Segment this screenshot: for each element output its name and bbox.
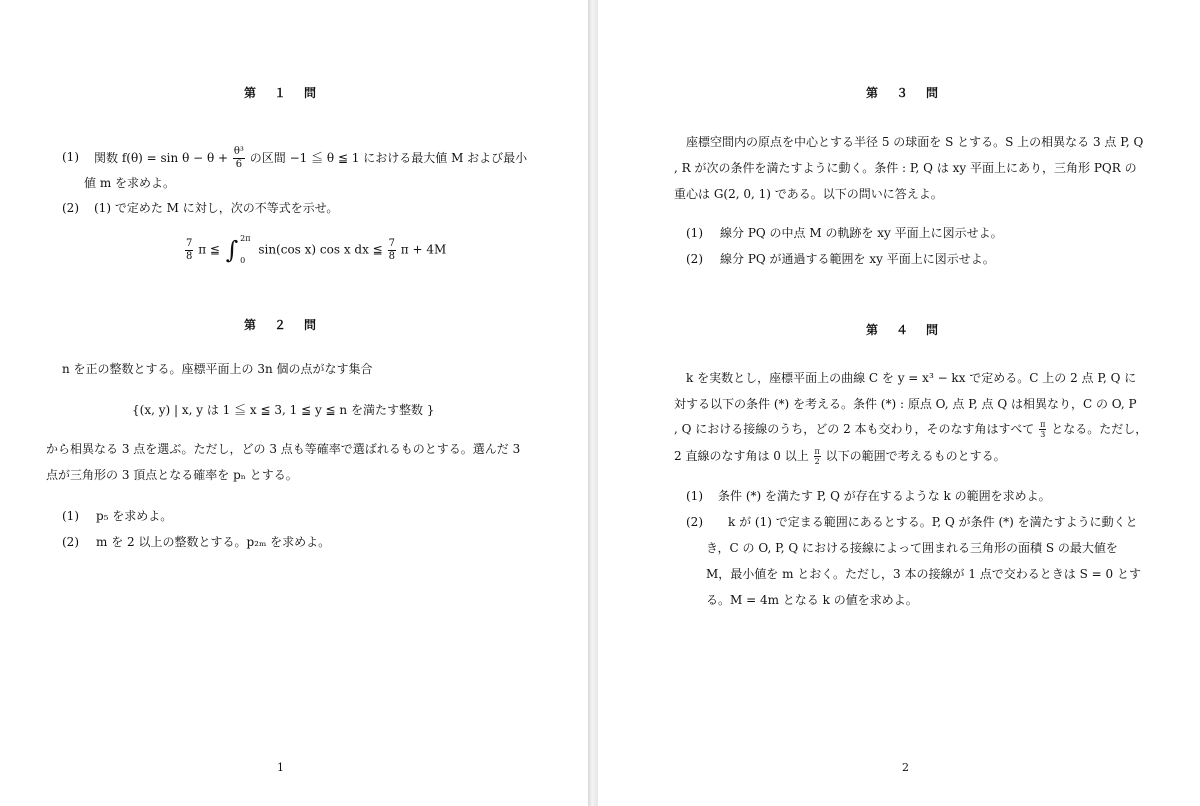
problem-3-line-1: 座標空間内の原点を中心とする半径 5 の球面を S とする。S 上の相異なる 3 点 P, Q [686, 135, 1144, 149]
theta-cubed-over-6 [233, 146, 245, 171]
problem-4-item-1-label: (1) [686, 489, 703, 503]
frac-denominator: 8 [186, 250, 193, 262]
integral-upper: 2π [240, 234, 251, 243]
problem-2-item-1-label: (1) [62, 509, 79, 523]
frac-numerator: 7 [186, 237, 193, 249]
problem-3-title: 第 ３ 問 [866, 86, 942, 100]
problem-3-item-2-label: (2) [686, 252, 703, 266]
frac-numerator: π [1040, 420, 1046, 429]
set-expression: {(x, y) | x, y は 1 ≦ x ≦ 3, 1 ≦ y ≦ n を満たす整数 } [132, 403, 435, 417]
frac-denominator: 8 [388, 250, 395, 262]
problem-4-line-4 [674, 447, 1006, 466]
pi-over-3 [1039, 420, 1046, 439]
problem-4-title: 第 ４ 問 [866, 323, 942, 337]
problem-4-item-2-line-4: る。M = 4m となる k の値を求めよ。 [706, 593, 918, 607]
problem-4-line-4-post: 以下の範囲で考えるものとする。 [825, 449, 1006, 463]
page-number: 2 [902, 761, 909, 774]
integrand: sin(cos x) cos x dx ≦ [258, 242, 383, 257]
inequality-left: π ≦ [198, 242, 220, 257]
problem-1-item-1-text-pre: 関数 f(θ) = sin θ − θ + [94, 151, 229, 165]
seven-eighths-left [185, 238, 193, 263]
problem-1-item-1-label: (1) [62, 150, 79, 164]
problem-1-item-2-label: (2) [62, 201, 79, 215]
problem-2-line-3: 点が三角形の 3 頂点となる確率を pₙ とする。 [46, 468, 298, 482]
inequality-right: π + 4M [400, 242, 447, 257]
frac-denominator: 2 [814, 457, 820, 466]
problem-3-line-2: , R が次の条件を満たすように動く。条件 : P, Q は xy 平面上にあり，三角形 PQR の [674, 161, 1137, 175]
problem-1-item-1-line-1 [94, 146, 527, 171]
page-2 [598, 0, 1200, 806]
problem-4-item-1-text: 条件 (*) を満たす P, Q が存在するような k の範囲を求めよ。 [718, 489, 1051, 503]
problem-2-title: 第 ２ 問 [244, 318, 320, 332]
problem-2-line-1: n を正の整数とする。座標平面上の 3n 個の点がなす集合 [62, 362, 373, 376]
problem-3-item-1-text: 線分 PQ の中点 M の軌跡を xy 平面上に図示せよ。 [720, 226, 1003, 240]
problem-3-item-1-label: (1) [686, 226, 703, 240]
problem-4-line-3 [674, 420, 1147, 439]
problem-4-line-4-pre: 2 直線のなす角は 0 以上 [674, 449, 809, 463]
pi-over-2 [814, 447, 821, 466]
integral-limits [240, 228, 250, 272]
problem-4-item-2-label: (2) [686, 515, 703, 529]
problem-2-item-2-text: m を 2 以上の整数とする。p₂ₘ を求めよ。 [96, 535, 331, 549]
page-gutter [588, 0, 598, 806]
problem-4-item-2-line-3: M，最小値を m とおく。ただし，3 本の接線が 1 点で交わるときは S = 0 とす [706, 567, 1141, 581]
problem-2-line-2: から相異なる 3 点を選ぶ。ただし，どの 3 点も等確率で選ばれるものとする。選んだ 3 [46, 442, 521, 456]
problem-1-item-1-line-2: 値 m を求めよ。 [84, 176, 176, 190]
frac-denominator: 3 [1040, 430, 1046, 439]
page-number: 1 [277, 761, 284, 774]
problem-3-line-3: 重心は G(2, 0, 1) である。以下の問いに答えよ。 [674, 187, 943, 201]
problem-4-item-2-line-1: k が (1) で定まる範囲にあるとする。P, Q が条件 (*) を満たすように動くと [728, 515, 1138, 529]
problem-4-item-2-line-2: き，C の O, P, Q における接線によって囲まれる三角形の面積 S の最大値を [706, 541, 1118, 555]
integral-lower: 0 [240, 256, 246, 265]
problem-4-line-3-pre: , Q における接線のうち，どの 2 本も交わり，そのなす角はすべて [674, 422, 1035, 436]
page-1 [0, 0, 588, 806]
problem-1-title: 第 １ 問 [244, 86, 320, 100]
frac-denominator: 6 [235, 159, 243, 170]
frac-numerator: π [814, 447, 820, 456]
problem-1-item-2-text: (1) で定めた M に対し，次の不等式を示せ。 [94, 201, 339, 215]
frac-numerator: 7 [388, 237, 395, 249]
integral-sign: ∫ [225, 236, 239, 264]
problem-3-item-2-text: 線分 PQ が通過する範囲を xy 平面上に図示せよ。 [720, 252, 995, 266]
problem-4-line-1: k を実数とし，座標平面上の曲線 C を y = x³ − kx で定める。C 上の 2 点 P, Q に [686, 371, 1137, 385]
inequality-display [184, 228, 446, 272]
seven-eighths-right [388, 238, 396, 263]
frac-numerator: θ³ [233, 146, 244, 157]
problem-4-line-2: 対する以下の条件 (*) を考える。条件 (*) : 原点 O, 点 P, 点 Q は相異なり，C の O, P [674, 397, 1137, 411]
problem-2-item-1-text: p₅ を求めよ。 [96, 509, 173, 523]
problem-4-line-3-post: となる。ただし， [1051, 422, 1148, 436]
problem-2-item-2-label: (2) [62, 535, 79, 549]
problem-1-item-1-text-post: の区間 −1 ≦ θ ≦ 1 における最大値 M および最小 [249, 151, 528, 165]
